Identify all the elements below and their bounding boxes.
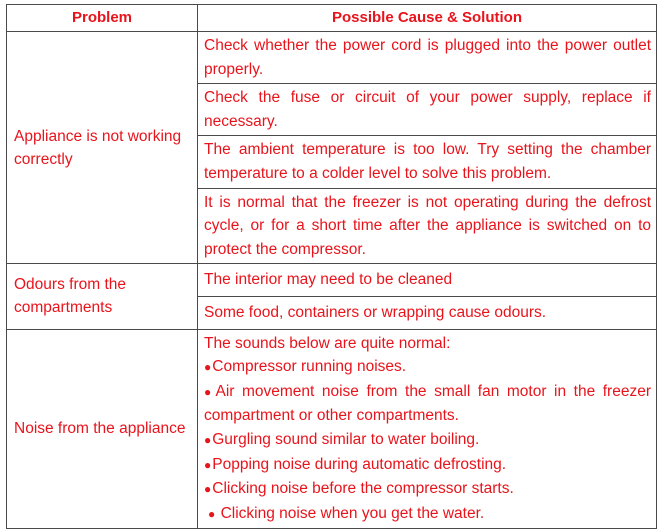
- header-problem: Problem: [7, 5, 198, 32]
- solution-cell: Check whether the power cord is plugged into the power outlet properly.: [198, 32, 657, 84]
- list-item: [204, 477, 651, 502]
- header-solution: Possible Cause & Solution: [198, 5, 657, 32]
- list-item-text: Clicking noise when you get the water.: [220, 504, 485, 522]
- problem-cell: Odours from the compartments: [7, 264, 198, 329]
- list-item: [204, 453, 651, 478]
- solution-cell: [198, 329, 657, 529]
- table-row: [7, 264, 657, 297]
- list-item: [204, 380, 651, 428]
- solution-cell: The ambient temperature is too low. Try setting the chamber temperature to a colder level to solve this problem.: [198, 136, 657, 188]
- solution-cell: Some food, containers or wrapping cause odours.: [198, 296, 657, 329]
- noise-intro: The sounds below are quite normal:: [204, 334, 451, 352]
- list-item-text: Clicking noise before the compressor starts.: [212, 480, 514, 498]
- solution-cell: It is normal that the freezer is not operating during the defrost cycle, or for a short time after the appliance is switched on to protect the compressor.: [198, 188, 657, 264]
- table-row: [7, 329, 657, 529]
- list-item-text: Compressor running noises.: [212, 358, 407, 376]
- solution-cell: Check the fuse or circuit of your power supply, replace if necessary.: [198, 84, 657, 136]
- list-item: [204, 355, 651, 380]
- problem-cell: Appliance is not working correctly: [7, 32, 198, 264]
- list-item-text: Air movement noise from the small fan motor in the freezer compartment or other compartments.: [204, 382, 651, 425]
- bullet-icon: ●: [208, 506, 216, 521]
- bullet-icon: ●: [204, 384, 215, 399]
- troubleshooting-table: [6, 4, 657, 529]
- table-row: [7, 32, 657, 84]
- troubleshooting-page: [6, 4, 656, 523]
- list-item: [208, 502, 651, 527]
- list-item-text: Popping noise during automatic defrosting.: [212, 455, 507, 473]
- bullet-icon: ●: [204, 482, 212, 497]
- bullet-icon: ●: [204, 457, 212, 472]
- bullet-icon: ●: [204, 360, 212, 375]
- list-item-text: Gurgling sound similar to water boiling.: [212, 430, 480, 448]
- list-item: [204, 428, 651, 453]
- header-row: [7, 5, 657, 32]
- problem-cell: Noise from the appliance: [7, 329, 198, 529]
- solution-cell: The interior may need to be cleaned: [198, 264, 657, 297]
- bullet-icon: ●: [204, 432, 212, 447]
